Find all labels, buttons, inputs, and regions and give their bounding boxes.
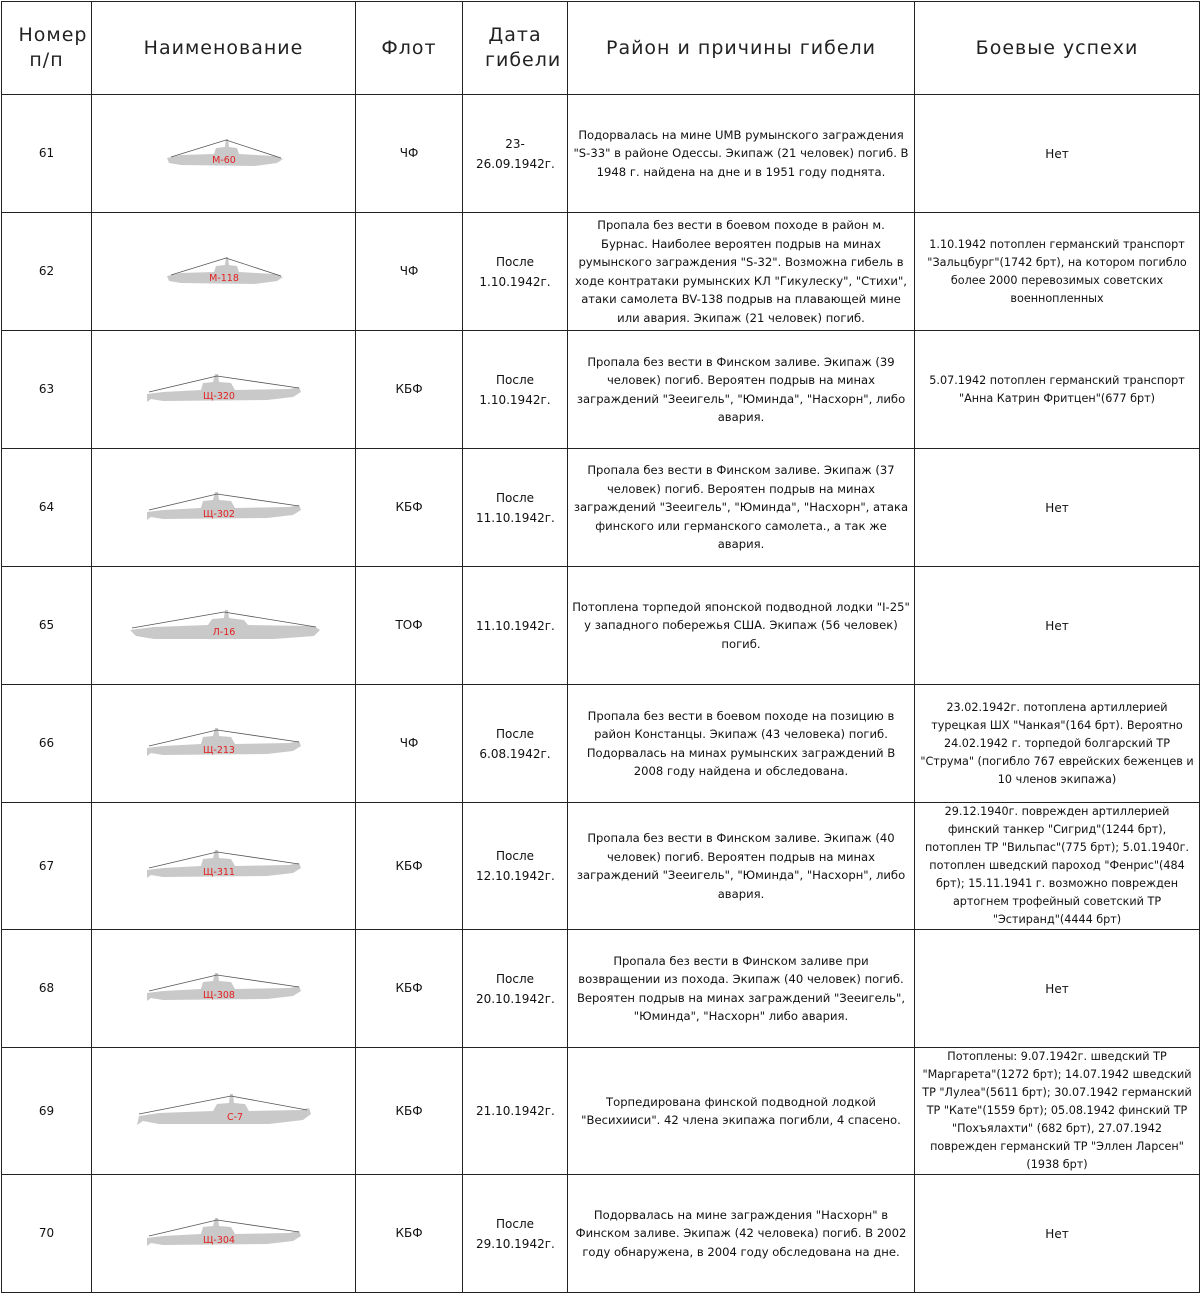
table-row [2, 331, 1200, 449]
header-success: Боевые успехи [915, 2, 1200, 95]
submarine-cell [92, 95, 356, 213]
cause-cell: Потоплена торпедой японской подводной лодки "I-25" у западного побережья США. Экипаж (56 человек) погиб. [568, 567, 915, 685]
submarine-silhouette [129, 1088, 319, 1134]
submarine-silhouette [139, 722, 309, 766]
table-row [2, 803, 1200, 930]
success-cell: 1.10.1942 потоплен германский транспорт "Зальцбург"(1742 брт), на котором погибло более 2000 перевозимых советских военнопленных [915, 213, 1200, 331]
header-date: Дата гибели [463, 2, 568, 95]
date-cell [463, 95, 568, 213]
success-cell: 29.12.1940г. поврежден артиллерией финский танкер "Сигрид"(1244 брт), потоплен ТР "Вильпас"(775 брт); 5.01.1940г. потоплен шведский пароход "Фенрис"(484 брт); 15.11.1941 г. возможно поврежден артогнем трофейный советский ТР "Эстиранд"(4444 брт) [915, 803, 1200, 930]
submarine-silhouette [139, 486, 309, 530]
submarine-silhouette [139, 844, 309, 888]
loss-date: После 6.08.1942г. [479, 726, 551, 761]
success-cell: 5.07.1942 потоплен германский транспорт "Анна Катрин Фритцен"(677 брт) [915, 331, 1200, 449]
row-number: 67 [2, 803, 92, 930]
date-cell [463, 567, 568, 685]
fleet-cell: КБФ [356, 449, 463, 567]
submarine-cell [92, 1048, 356, 1175]
header-name: Наименование [92, 2, 356, 95]
submarine-name: Щ-311 [202, 867, 235, 878]
cause-cell: Подорвалась на мине заграждения "Насхорн" в Финском заливе. Экипаж (42 человека) погиб. В 2002 году обнаружена, в 2004 году обследована на дне. [568, 1175, 915, 1293]
cause-cell: Пропала без вести в боевом походе на позицию в район Констанцы. Экипаж (43 человека) погиб. Подорвалась на минах румынских заграждений В 2008 году найдена и обследована. [568, 685, 915, 803]
date-cell [463, 803, 568, 930]
loss-date: После 11.10.1942г. [476, 490, 555, 525]
submarine-cell [92, 803, 356, 930]
fleet-cell: КБФ [356, 331, 463, 449]
cause-cell: Пропала без вести в Финском заливе. Экипаж (37 человек) погиб. Вероятен подрыв на минах заграждений "Зееигель", "Юминда", "Насхорн", атака финского или германского самолета., а так же авария. [568, 449, 915, 567]
table-row [2, 567, 1200, 685]
header-cause: Район и причины гибели [568, 2, 915, 95]
row-number: 64 [2, 449, 92, 567]
cause-cell: Пропала без вести в боевом походе в район м. Бурнас. Наиболее вероятен подрыв на минах румынского заграждения "S-32". Возможна гибель в ходе контратаки румынских КЛ "Гикулеску", "Стихи", атаки самолета BV-138 подрыв на плавающей мине или авария. Экипаж (21 человек) погиб. [568, 213, 915, 331]
submarine-cell [92, 213, 356, 331]
success-cell: Нет [915, 95, 1200, 213]
date-cell [463, 449, 568, 567]
row-number: 62 [2, 213, 92, 331]
table-row [2, 1175, 1200, 1293]
header-num: Номер п/п [2, 2, 92, 95]
table-row [2, 95, 1200, 213]
submarine-name: Щ-302 [202, 508, 235, 520]
date-cell [463, 331, 568, 449]
submarine-silhouette [139, 1212, 309, 1256]
submarine-silhouette [124, 604, 324, 648]
submarine-name: Щ-304 [202, 1234, 235, 1246]
fleet-cell: КБФ [356, 803, 463, 930]
submarine-name: М-118 [208, 272, 239, 284]
success-cell: Нет [915, 1175, 1200, 1293]
loss-date: После 12.10.1942г. [476, 849, 555, 883]
table-row [2, 685, 1200, 803]
success-cell: 23.02.1942г. потоплена артиллерией турецкая ШХ "Чанкая"(164 брт). Вероятно 24.02.1942 г. торпедой болгарский ТР "Струма" (погибло 767 еврейских беженцев и 10 членов экипажа) [915, 685, 1200, 803]
date-cell [463, 930, 568, 1048]
header-fleet: Флот [356, 2, 463, 95]
success-cell: Нет [915, 930, 1200, 1048]
loss-date: После 1.10.1942г. [479, 254, 551, 289]
fleet-cell: КБФ [356, 1048, 463, 1175]
fleet-cell: ЧФ [356, 213, 463, 331]
header-row [2, 2, 1200, 95]
success-cell: Нет [915, 567, 1200, 685]
submarine-name: Л-16 [212, 626, 235, 638]
submarine-silhouette [139, 967, 309, 1011]
fleet-cell: КБФ [356, 930, 463, 1048]
success-cell: Нет [915, 449, 1200, 567]
submarine-cell [92, 930, 356, 1048]
losses-table [1, 1, 1200, 1293]
submarine-silhouette [159, 250, 289, 294]
row-number: 70 [2, 1175, 92, 1293]
fleet-cell: ТОФ [356, 567, 463, 685]
success-cell: Потоплены: 9.07.1942г. шведский ТР "Маргарета"(1272 брт); 14.07.1942 шведский ТР "Лулеа"(5611 брт); 30.07.1942 германский ТР "Катe"(1559 брт); 05.08.1942 финский ТР "Похъялахти" (682 брт), 27.07.1942 поврежден германский ТР "Эллен Ларсен" (1938 брт) [915, 1048, 1200, 1175]
cause-cell: Пропала без вести в Финском заливе. Экипаж (39 человек) погиб. Вероятен подрыв на минах заграждений "Зееигель", "Юминда", "Насхорн", либо авария. [568, 331, 915, 449]
loss-date: После 20.10.1942г. [476, 971, 555, 1006]
cause-cell: Подорвалась на мине UMB румынского заграждения "S-33" в районе Одессы. Экипаж (21 человек) погиб. В 1948 г. найдена на дне и в 1951 году поднята. [568, 95, 915, 213]
fleet-cell: КБФ [356, 1175, 463, 1293]
submarine-name: С-7 [226, 1112, 243, 1123]
submarine-cell [92, 685, 356, 803]
row-number: 69 [2, 1048, 92, 1175]
row-number: 63 [2, 331, 92, 449]
date-cell [463, 685, 568, 803]
row-number: 61 [2, 95, 92, 213]
fleet-cell: ЧФ [356, 95, 463, 213]
date-cell [463, 213, 568, 331]
cause-cell: Пропала без вести в Финском заливе. Экипаж (40 человек) погиб. Вероятен подрыв на минах заграждений "Зееигель", "Юминда", "Насхорн", либо авария. [568, 803, 915, 930]
loss-date: 21.10.1942г. [476, 1104, 555, 1118]
submarine-name: Щ-320 [202, 390, 235, 402]
loss-date: 23-26.09.1942г. [476, 136, 555, 171]
row-number: 65 [2, 567, 92, 685]
loss-date: После 29.10.1942г. [476, 1216, 555, 1251]
loss-date: После 1.10.1942г. [479, 372, 551, 407]
fleet-cell: ЧФ [356, 685, 463, 803]
submarine-name: Щ-308 [202, 989, 235, 1001]
table-row [2, 1048, 1200, 1175]
submarine-cell [92, 567, 356, 685]
date-cell [463, 1048, 568, 1175]
table-row [2, 930, 1200, 1048]
submarine-cell [92, 331, 356, 449]
submarine-silhouette [159, 132, 289, 176]
submarine-cell [92, 449, 356, 567]
row-number: 66 [2, 685, 92, 803]
table-row [2, 213, 1200, 331]
cause-cell: Торпедирована финской подводной лодкой "Весихииси". 42 члена экипажа погибли, 4 спасено. [568, 1048, 915, 1175]
submarine-cell [92, 1175, 356, 1293]
submarine-silhouette [139, 368, 309, 412]
row-number: 68 [2, 930, 92, 1048]
date-cell [463, 1175, 568, 1293]
submarine-name: Щ-213 [202, 744, 235, 756]
submarine-name: М-60 [211, 154, 236, 166]
loss-date: 11.10.1942г. [476, 618, 555, 633]
cause-cell: Пропала без вести в Финском заливе при возвращении из похода. Экипаж (40 человек) погиб. Вероятен подрыв на минах заграждений "Зееигель", "Юминда", "Насхорн" либо авария. [568, 930, 915, 1048]
table-row [2, 449, 1200, 567]
